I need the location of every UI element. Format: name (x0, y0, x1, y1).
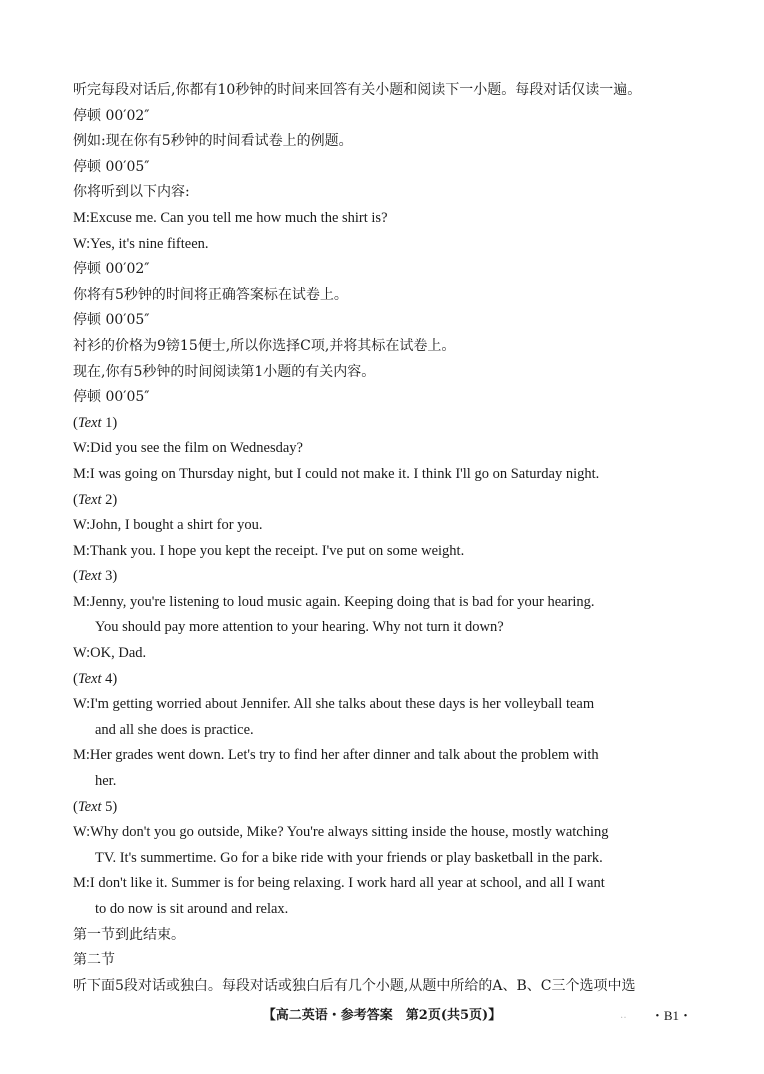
pause-marker: 停顿 00′05″ (73, 312, 150, 329)
dialogue-line: M:Her grades went down. Let's try to find her after dinner and talk about the problem with (73, 747, 599, 764)
text-label: (Text 3) (73, 568, 118, 585)
pause-marker: 停顿 00′02″ (73, 107, 150, 124)
text-label: (Text 4) (73, 670, 118, 687)
instruction-line: 你将有5秒钟的时间将正确答案标在试卷上。 (73, 286, 348, 303)
instruction-line: 你将听到以下内容: (73, 184, 190, 201)
instruction-line: 听完每段对话后,你都有10秒钟的时间来回答有关小题和阅读下一小题。每段对话仅读一遍。 (73, 82, 642, 98)
dialogue-line: M:Thank you. I hope you kept the receipt. I've put on some weight. (73, 542, 465, 559)
footer-title: 【高二英语・参考答案 第2页(共5页)】 (262, 1008, 502, 1023)
footer-code: ・B1・ (650, 1008, 692, 1023)
dialogue-line: her. (95, 773, 117, 790)
dialogue-line: You should pay more attention to your hearing. Why not turn it down? (95, 619, 504, 636)
page-footer (0, 1005, 764, 1027)
dialogue-line: W:I'm getting worried about Jennifer. All she talks about these days is her volleyball team (73, 696, 595, 713)
dialogue-line: W:OK, Dad. (73, 645, 147, 662)
dialogue-line: W:Yes, it's nine fifteen. (73, 235, 209, 252)
dialogue-line: to do now is sit around and relax. (95, 901, 289, 917)
text-label: (Text 1) (73, 414, 118, 431)
pause-marker: 停顿 00′05″ (73, 158, 150, 175)
instruction-line: 现在,你有5秒钟的时间阅读第1小题的有关内容。 (73, 363, 376, 380)
dialogue-line: W:Why don't you go outside, Mike? You're always sitting inside the house, mostly watching (73, 824, 609, 841)
dialogue-line: M:I don't like it. Summer is for being relaxing. I work hard all year at school, and all I want (73, 875, 605, 892)
instruction-line: 衬衫的价格为9镑15便士,所以你选择C项,并将其标在试卷上。 (73, 337, 456, 354)
instruction-line: 听下面5段对话或独白。每段对话或独白后有几个小题,从题中所给的A、B、C三个选项中选 (73, 977, 636, 994)
pause-marker: 停顿 00′02″ (73, 261, 150, 278)
dialogue-line: M:Jenny, you're listening to loud music again. Keeping doing that is bad for your hearing. (73, 593, 595, 610)
dialogue-line: W:John, I bought a shirt for you. (73, 517, 263, 534)
text-label: (Text 5) (73, 798, 118, 815)
footer-mark: ‥ (620, 1010, 627, 1021)
dialogue-line: M:Excuse me. Can you tell me how much the shirt is? (73, 209, 388, 226)
section-end-line: 第一节到此结束。 (73, 926, 185, 943)
dialogue-line: and all she does is practice. (95, 721, 254, 738)
dialogue-line: TV. It's summertime. Go for a bike ride with your friends or play basketball in the park. (95, 849, 603, 866)
text-label: (Text 2) (73, 491, 118, 508)
pause-marker: 停顿 00′05″ (73, 389, 150, 406)
instruction-line: 例如:现在你有5秒钟的时间看试卷上的例题。 (73, 133, 353, 150)
dialogue-line: W:Did you see the film on Wednesday? (73, 440, 303, 457)
section-heading: 第二节 (73, 952, 115, 969)
transcript-body (73, 78, 698, 999)
dialogue-line: M:I was going on Thursday night, but I could not make it. I think I'll go on Saturday night. (73, 465, 600, 482)
